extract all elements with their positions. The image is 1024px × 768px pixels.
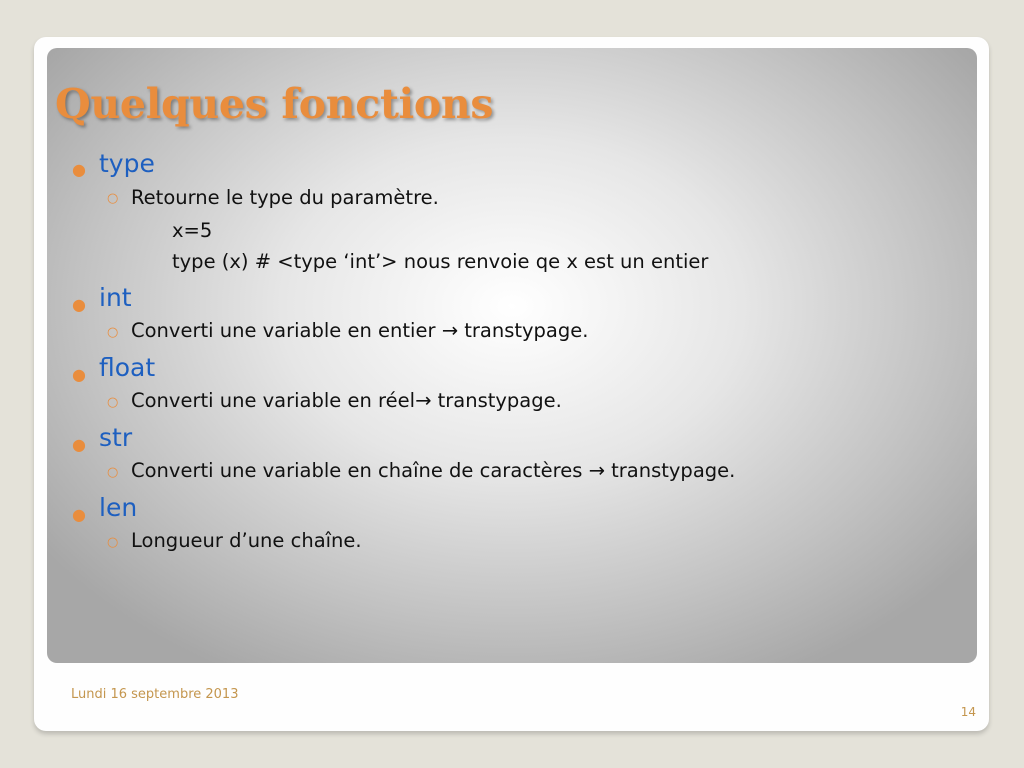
desc-int [131, 319, 588, 342]
desc-text: transtypage. [431, 389, 562, 412]
arrow-right-icon: → [588, 459, 605, 482]
desc-float [131, 389, 562, 412]
desc-len: Longueur d’une chaîne. [131, 529, 362, 552]
desc-text: Converti une variable en chaîne de caractères [131, 459, 589, 482]
desc-str [131, 459, 735, 482]
term-str: str [99, 423, 133, 452]
sub-bullet-ring-icon: ○ [107, 191, 119, 206]
sub-bullet-ring-icon: ○ [107, 465, 119, 480]
term-len: len [99, 493, 138, 522]
bullet-dot-icon: ● [72, 435, 86, 454]
bullet-dot-icon: ● [72, 365, 86, 384]
sub-bullet-ring-icon: ○ [107, 535, 119, 550]
slide-title: Quelques fonctions [55, 80, 494, 128]
term-type: type [99, 149, 155, 178]
code-line: type (x) # <type ‘int’> nous renvoie qe x est un entier [172, 250, 709, 273]
footer-date: Lundi 16 septembre 2013 [71, 687, 239, 702]
bullet-dot-icon: ● [72, 505, 86, 524]
bullet-dot-icon: ● [72, 160, 86, 179]
code-line: x=5 [172, 219, 213, 242]
arrow-right-icon: → [441, 319, 459, 342]
sub-bullet-ring-icon: ○ [107, 325, 119, 340]
arrow-right-icon: → [415, 389, 432, 412]
desc-text: Converti une variable en réel [131, 389, 416, 412]
term-int: int [99, 283, 132, 312]
term-float: float [99, 353, 156, 382]
desc-type: Retourne le type du paramètre. [131, 186, 439, 209]
desc-text: Converti une variable en entier [131, 319, 442, 342]
page-number: 14 [960, 705, 976, 719]
desc-text: transtypage. [604, 459, 736, 482]
sub-bullet-ring-icon: ○ [107, 395, 119, 410]
desc-text: transtypage. [458, 319, 589, 342]
bullet-dot-icon: ● [72, 295, 86, 314]
